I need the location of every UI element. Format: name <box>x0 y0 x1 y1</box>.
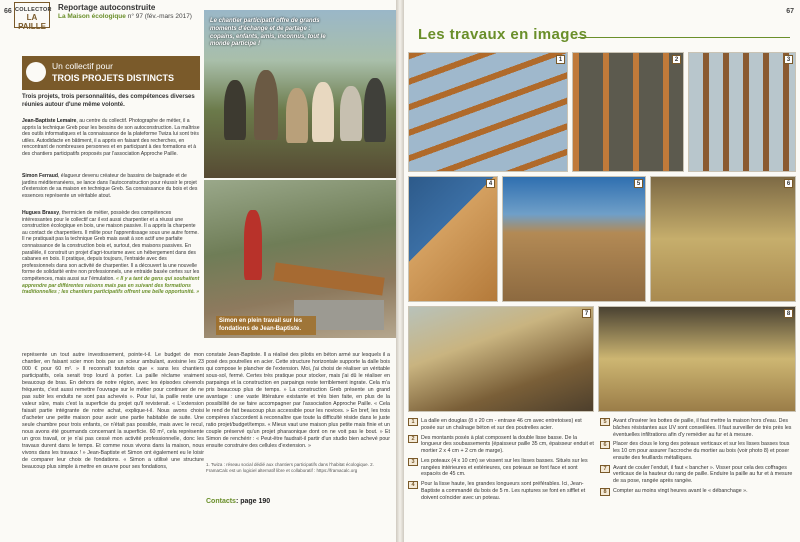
step-number: 5 <box>600 418 610 426</box>
page-gutter <box>396 0 404 542</box>
page-header <box>58 3 208 20</box>
bio-quote: « Il y a tant de gens qui souhaitent apprendre par différentes raisons mais pas en suivant des formations traditionnelles ; les chantiers participatifs offrent une belle opportunité. » <box>22 276 200 296</box>
photo-step-3 <box>688 52 796 172</box>
step-text: Avant de couler l'enduit, il faut « bancher ». Visser pour cela des coffrages verticaux de la hauteur du rang de paille. Enduire la paille au fur et à mesure de sa pose, rangée après rangée. <box>613 464 793 485</box>
decorative-circle-icon <box>26 62 46 82</box>
photo-step-6 <box>650 176 796 302</box>
photo-number: 6 <box>784 179 793 188</box>
intro-lead: Trois projets, trois personnalités, des compétences diverses réunies autour d'une même volonté. <box>22 94 195 108</box>
bio-text: , thermicien de métier, possède des compétences intéressantes pour le collectif car il est aussi charpentier et a réussi une construction écologique en bois, une maison passive. Il a appris la charpente au contact de charpentiers. Il milite pour l'apprentissage sous une autre forme. Il ne pratiquait pas la technique Greb mais avait à son actif une parfaite connaissance de la construction bois et, surtout, des maisons passives. En parallèle, il construit un projet d'agri-tourisme avec un hébergement dans des cabanes en bois. Il pratique, depuis toujours, l'entraide avec des professionnels dans son activité de charpentier. Il a découvert la une nouvelle forme de solidarité entre non professionnels, une entraide basée certes sur les compétences, mais aussi sur l'émulation. <box>22 210 200 283</box>
steps-list-left <box>408 418 594 504</box>
photo-number: 8 <box>784 309 793 318</box>
photo-step-1 <box>408 52 568 172</box>
step-item <box>408 458 594 478</box>
step-item <box>408 435 594 455</box>
bio-name: Simon Ferraud <box>22 173 58 179</box>
step-text: La dalle en douglas (8 x 20 cm - entraxe 46 cm avec entretoises) est posée sur un chaînage béton et sur des poutrelles acier. <box>421 418 582 431</box>
photo-number: 3 <box>784 55 793 64</box>
step-item <box>408 481 594 501</box>
right-page <box>404 0 800 542</box>
bio-jean-baptiste <box>22 118 200 158</box>
step-item <box>600 465 796 485</box>
photo-caption-bottom: Simon en plein travail sur les fondations de Jean-Baptiste. <box>216 316 316 335</box>
contacts-reference <box>206 498 270 505</box>
intro-box <box>22 56 200 90</box>
contacts-label: Contacts <box>206 498 236 505</box>
step-item <box>408 418 594 432</box>
photo-step-7 <box>408 306 594 412</box>
step-text: Des montants posés à plat composent la double lisse basse. De la longueur des soubassements (épaisseur paille 35 cm, épaisseur enduit et mortier 2 x 4 cm + 2 cm de marge). <box>421 434 594 455</box>
step-number: 8 <box>600 488 610 496</box>
page-number-right: 67 <box>786 8 794 15</box>
step-text: Les poteaux (4 x 10 cm) se vissent sur les lisses basses. Situés sur les rangées intérieures et extérieures, ces poteaux se font face et sont espacés de 45 cm. <box>421 457 588 478</box>
collector-logo <box>14 2 52 31</box>
page-number-left: 66 <box>4 8 12 15</box>
bio-name: Jean-Baptiste Lemaire <box>22 118 77 124</box>
step-text: Placer des clous le long des poteaux verticaux et sur les lisses basses tous les 10 cm pour assurer l'accroche du mortier au bois (voir photo 8) et poser ensuite des feuillards métalliques. <box>613 441 790 461</box>
issue-number: n° 97 (fév.-mars 2017) <box>127 13 192 20</box>
step-number: 4 <box>408 481 418 489</box>
contacts-page: : page 190 <box>235 498 271 505</box>
photo-number: 2 <box>672 55 681 64</box>
bio-name: Hugues Brassy <box>22 210 60 216</box>
title-divider <box>578 37 790 38</box>
left-page <box>0 0 396 542</box>
article-column-1: représente un tout autre investissement, pointe-t-il. Le budget de mon chantier, en faisant scier mon bois par un scieur ambulant, avoisine les 23 000 € pour 60 m². » Il reconnaît toutefois que « sans les chantiers participatifs, cela serait trop lourd à porter. La paille réclame vraiment beaucoup de bras. En dehors de notre région, avec les épisodes cévenols fréquents, c'est aussi remettre l'ouvrage sur le métier pour continuer de ne pas subir les enduits ne sont pas achevés ». Pour lui, la paille reste une valeur sûre, mais c'est la superficie du projet qu'il revisterait. « L'extension faisait partie intégrante de notre achat, explique-t-il. Nous avons choisi d'acheter une petite maison pour avoir une partie habitable de suite. Une seule chambre pour trois enfants, ce n'était pas possible, mais avec le recul, nous avons été gourmands concernant la superficie. 60 m², cela représente un gros travail, or je n'ai pas cessé mon activité professionnelle, donc les travaux durent dans le temps. Et comme nous vivons dans la maison, nous vivons dans les travaux ! » Jean-Baptiste et Simon ont également eu le loisir de comparer leur choix de fondations. « Simon a utilisé une structure beaucoup plus simple à mettre en œuvre pour ses fondations, <box>22 352 204 470</box>
photo-step-5 <box>502 176 646 302</box>
step-number: 6 <box>600 441 610 449</box>
logo-line1: COLLECTOR <box>15 7 52 13</box>
footnotes: 1. Twiza : réseau social dédié aux chantiers participatifs dans l'habitat écologique. 2. FramaCalc est un logiciel alternatif libre et collaboratif : https://framacalc.org <box>206 462 374 473</box>
intro-line1: Un collectif pour <box>52 61 113 71</box>
step-text: Compter au moins vingt heures avant le « débanchage ». <box>613 487 748 494</box>
photo-caption-top: Le chantier participatif offre de grands moments d'échange et de partage : copains, enfants, amis, inconnus, tout le monde participe ! <box>210 18 326 48</box>
article-column-2: constate Jean-Baptiste. Il a réalisé des pilotis en béton armé sur lesquels il a posé des poutrelles en acier. Cette structure horizontale supporte la dalle bois qui compose le plancher de l'extension. Moi, j'ai choisi de réaliser un véritable sous-sol, fermé. Certes très pratique pour stocker, mais j'ai dû le réaliser en parpaings et la construction en parpaings reste terriblement ingrate. Cela m'a pris beaucoup plus de temps. » La construction Greb présente un grand avantage : une vaste littérature existante et très bien faite, en plus de la possibilité de se faire accompagner par l'association Approche Paille. « Cela le rend de fait beaucoup plus accessible pour les novices. » En bref, les trois compères s'accordent à reconnaître que toute la difficulté réside dans le juste ratio projet/budget/temps. « Mieux vaut une maison plus petite mais finie et un couple préservé qu'un projet pharaonique dont on ne voit pas le bout. » Et Simon de renchérir : « Peut-être faudrait-il partir d'un studio bien achevé pour ensuite construire des cellules d'extension. » <box>206 352 390 449</box>
photo-number: 4 <box>486 179 495 188</box>
step-item <box>600 418 796 438</box>
step-text: Avant d'insérer les bottes de paille, il faut mettre la maison hors d'eau. Des bâches résistantes aux UV sont conseillées. Il faut surveiller de très près les éventuelles infiltrations afin d'y remédier au fur et à mesure. <box>613 418 792 438</box>
step-number: 3 <box>408 458 418 466</box>
photo-number: 7 <box>582 309 591 318</box>
photo-step-2 <box>572 52 684 172</box>
photo-number: 5 <box>634 179 643 188</box>
magazine-name: La Maison écologique <box>58 13 126 20</box>
bio-text: , élagueur devenu créateur de bassins de baignade et de jardins méditerranéens, se lance dans l'autoconstruction pour réussir le projet d'extension de sa maison en technique Greb. Sa connaissance du bois et des essences représente un véritable atout. <box>22 173 198 199</box>
step-item <box>600 441 796 461</box>
bio-hugues <box>22 210 200 296</box>
step-text: Pour la lisse haute, les grandes longueurs sont préférables. Ici, Jean-Baptiste a commandé du bois de 5 m. Les ruptures se font en sifflet et doivent coïncider avec un poteau. <box>421 481 586 501</box>
bio-text: , au centre du collectif. Photographe de métier, il a appris la technique Greb pour les besoins de son autoconstruction. La maîtrise des outils informatiques et la connaissance de la plateforme Twiza lui sont très utiles. Autodidacte en bâtiment, il a appris en faisant des recherches, en rencontrant de nombreuses personnes et en participant à des formations et à des chantiers participatifs proposés par l'association Approche Paille. <box>22 118 200 158</box>
steps-list-right <box>600 418 796 499</box>
intro-line2: TROIS PROJETS DISTINCTS <box>52 73 175 83</box>
magazine-line <box>58 13 208 20</box>
step-number: 7 <box>600 465 610 473</box>
photo-simon-working <box>204 180 396 338</box>
rubrique-title: Reportage autoconstruite <box>58 3 156 12</box>
step-item <box>600 488 796 496</box>
page-title: Les travaux en images <box>418 26 588 43</box>
photo-number: 1 <box>556 55 565 64</box>
step-number: 2 <box>408 435 418 443</box>
step-number: 1 <box>408 418 418 426</box>
photo-step-4 <box>408 176 498 302</box>
bio-simon <box>22 173 200 199</box>
photo-step-8 <box>598 306 796 412</box>
logo-line2: LA PAILLE <box>18 13 46 31</box>
